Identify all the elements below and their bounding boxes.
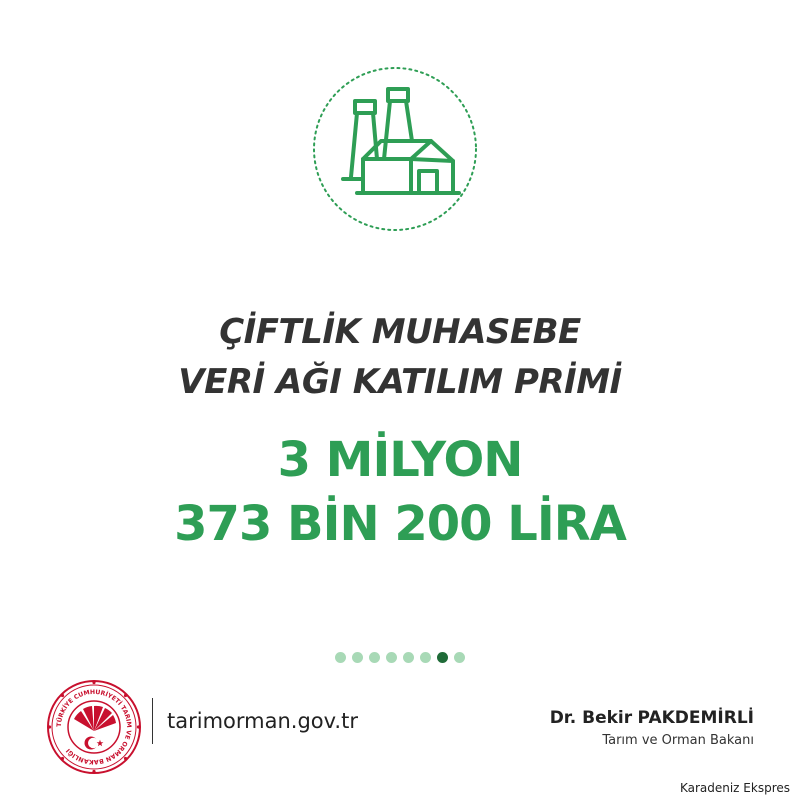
amount-line-2: 373 BİN 200 LİRA xyxy=(174,496,626,552)
headline-line-1: ÇİFTLİK MUHASEBE xyxy=(219,312,581,352)
ministry-seal-icon xyxy=(46,679,142,775)
amount-line-1: 3 MİLYON xyxy=(277,432,523,488)
watermark: Karadeniz Ekspres xyxy=(679,781,790,795)
pagination-dot[interactable] xyxy=(352,652,363,663)
pagination-dot[interactable] xyxy=(420,652,431,663)
headline-line-2: VERİ AĞI KATILIM PRİMİ xyxy=(178,362,622,402)
pagination-dot[interactable] xyxy=(386,652,397,663)
footer-divider xyxy=(152,698,153,744)
minister-title: Tarım ve Orman Bakanı xyxy=(602,733,754,748)
minister-last-name: PAKDEMİRLİ xyxy=(637,708,754,728)
pagination-dot[interactable] xyxy=(437,652,448,663)
factory-barn-icon xyxy=(311,65,479,233)
pagination-dot[interactable] xyxy=(454,652,465,663)
pagination-dots xyxy=(0,652,800,663)
pagination-dot[interactable] xyxy=(369,652,380,663)
pagination-dot[interactable] xyxy=(335,652,346,663)
minister-name xyxy=(550,708,754,728)
minister-first-name: Dr. Bekir xyxy=(549,708,633,728)
website-link[interactable]: tarimorman.gov.tr xyxy=(167,709,358,733)
seal-text: TÜRKİYE CUMHURİYETİ TARIM VE ORMAN BAKANLIĞI xyxy=(55,688,133,766)
pagination-dot[interactable] xyxy=(403,652,414,663)
